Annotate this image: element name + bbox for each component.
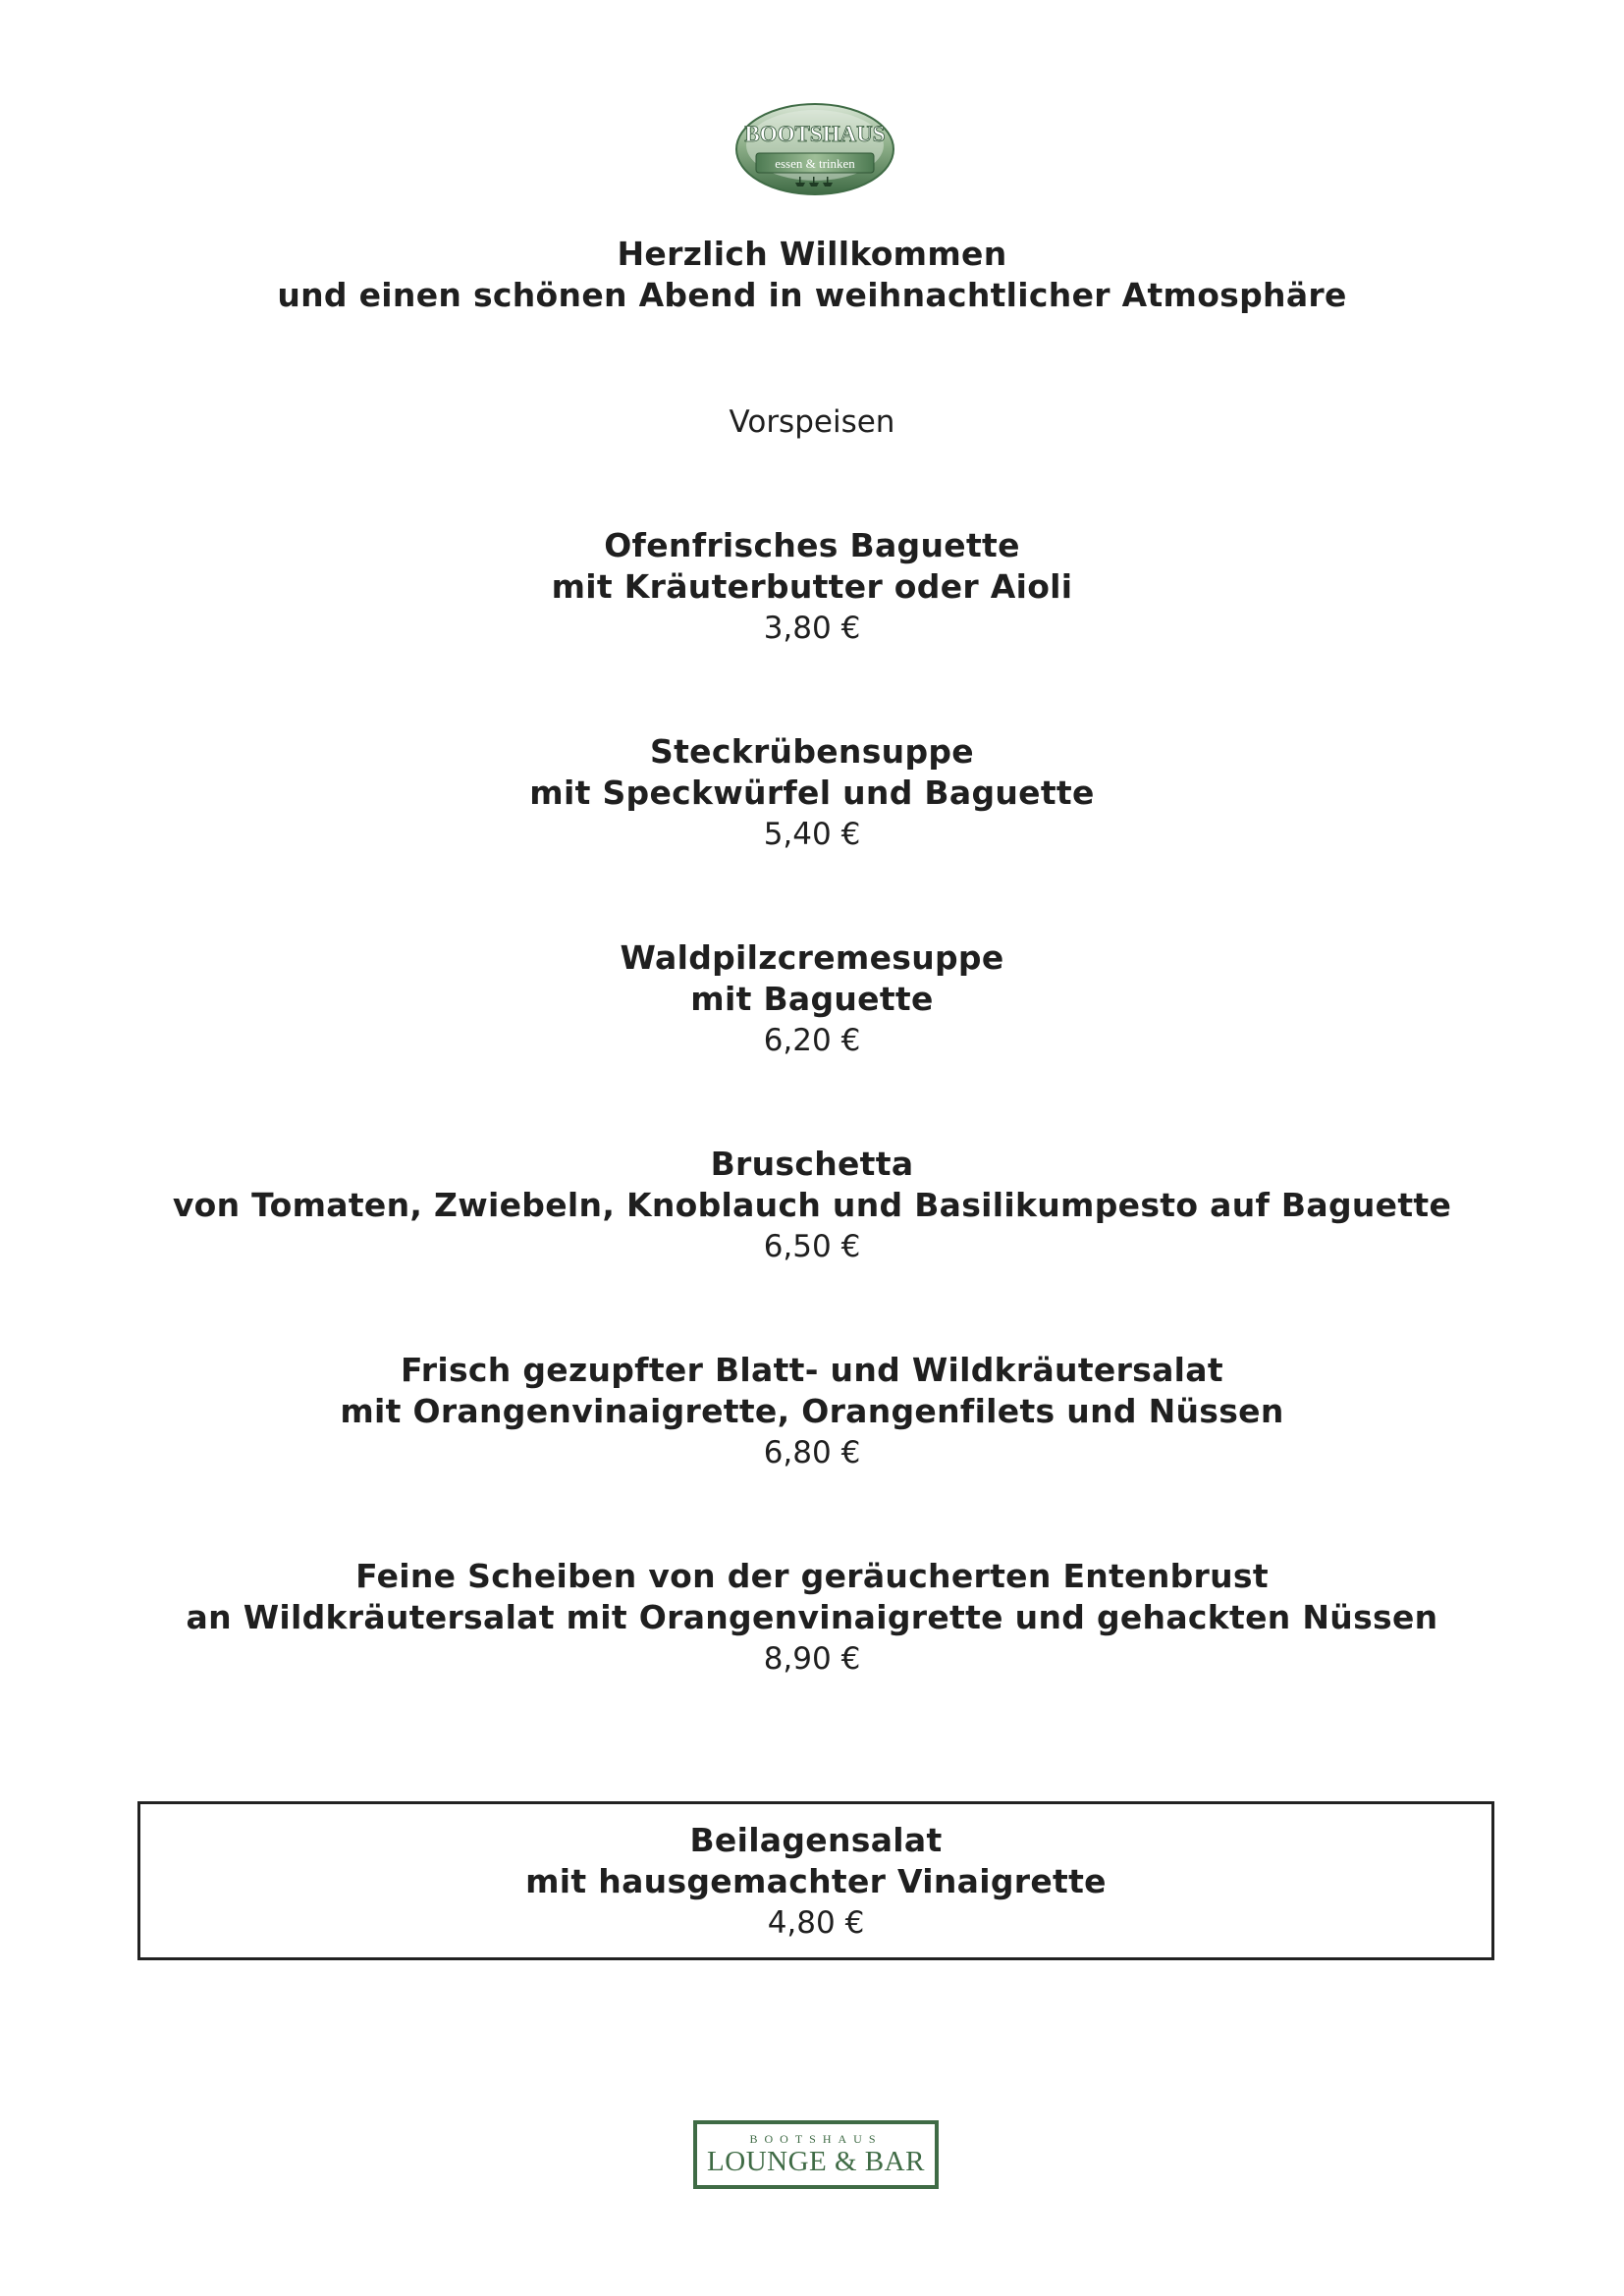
welcome-heading: [0, 234, 1624, 316]
menu-item-name: Frisch gezupfter Blatt- und Wildkräutersalat: [401, 1351, 1223, 1389]
menu-item-description: an Wildkräutersalat mit Orangenvinaigrette und gehackten Nüssen: [186, 1598, 1438, 1636]
menu-item-name: Waldpilzcremesuppe: [620, 938, 1004, 977]
lounge-logo-small-text: BOOTSHAUS: [749, 2132, 883, 2146]
menu-item-description: mit Speckwürfel und Baguette: [529, 774, 1095, 812]
section-title: Vorspeisen: [729, 404, 895, 440]
menu-item-price: 8,90 €: [763, 1641, 861, 1677]
menu-item-price: 3,80 €: [763, 611, 861, 646]
menu-item-name: Feine Scheiben von der geräucherten Entenbrust: [355, 1557, 1269, 1595]
lounge-bar-logo: [693, 2120, 939, 2189]
menu-item-name: Ofenfrisches Baguette: [604, 526, 1020, 564]
side-salad-box: [137, 1801, 1494, 1960]
menu-item: [0, 1144, 1624, 1267]
menu-item-name: Beilagensalat: [689, 1821, 943, 1859]
menu-item: [0, 1350, 1624, 1473]
welcome-line-1: Herzlich Willkommen: [617, 235, 1007, 273]
menu-item-price: 5,40 €: [763, 817, 861, 852]
bootshaus-logo-graphic: [734, 100, 895, 196]
menu-item: [0, 525, 1624, 649]
menu-item-description: mit Baguette: [690, 980, 934, 1018]
logo-tagline: essen & trinken: [775, 156, 855, 171]
menu-item-price: 6,50 €: [763, 1229, 861, 1264]
menu-item-price: 6,80 €: [763, 1435, 861, 1470]
menu-item: [0, 1556, 1624, 1680]
menu-item-description: mit Kräuterbutter oder Aioli: [551, 567, 1073, 606]
logo-wordmark: BOOTSHAUS: [744, 122, 886, 146]
menu-item-description: mit hausgemachter Vinaigrette: [525, 1862, 1107, 1900]
menu-item-name: Steckrübensuppe: [650, 732, 974, 771]
welcome-line-2: und einen schönen Abend in weihnachtlicher Atmosphäre: [277, 276, 1347, 314]
bootshaus-logo: [734, 100, 895, 196]
menu-item-description: von Tomaten, Zwiebeln, Knoblauch und Basilikumpesto auf Baguette: [172, 1186, 1452, 1224]
menu-item-price: 6,20 €: [763, 1023, 861, 1058]
lounge-logo-big-text: LOUNGE & BAR: [707, 2146, 925, 2177]
menu-item: [0, 937, 1624, 1061]
menu-item-name: Bruschetta: [710, 1145, 914, 1183]
menu-item-description: mit Orangenvinaigrette, Orangenfilets und Nüssen: [340, 1392, 1284, 1430]
menu-item-price: 4,80 €: [767, 1905, 865, 1941]
menu-item: [0, 731, 1624, 855]
